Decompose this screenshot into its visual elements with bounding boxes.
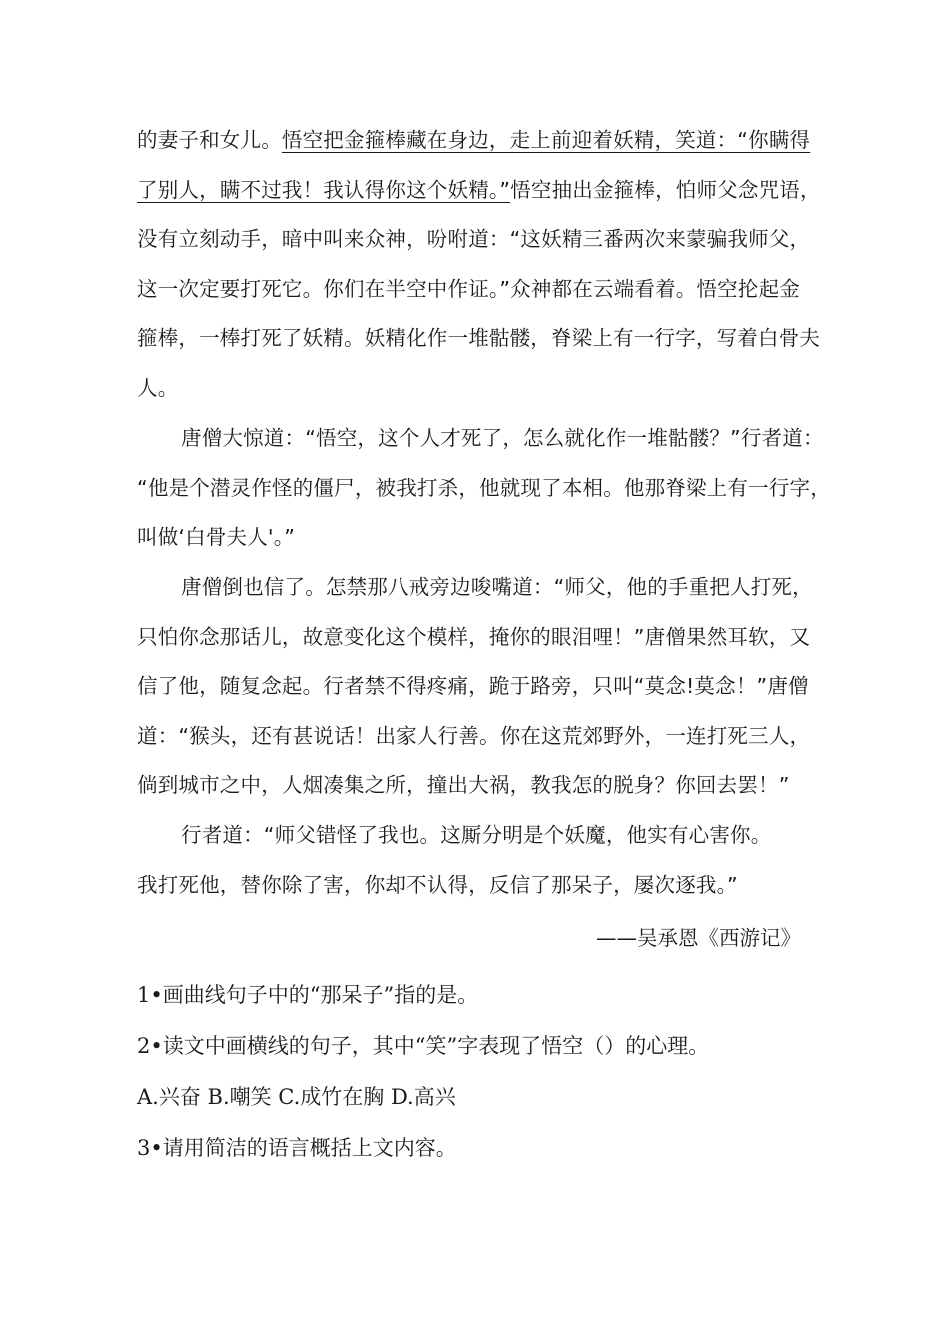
paragraph-line: 唐僧倒也信了。怎禁那八戒旁边唆嘴道：“师父，他的手重把人打死， (181, 575, 813, 599)
paragraph-line: 唐僧大惊道：“悟空，这个人才死了，怎么就化作一堆骷髅？”行者道： (181, 426, 824, 450)
paragraph-line: 人。 (137, 375, 179, 400)
paragraph-line (137, 166, 827, 216)
paragraph-line: 只怕你念那话儿，故意变化这个模样，掩你的眼泪哩！”唐僧果然耳软，又 (137, 624, 811, 649)
paragraph-3 (137, 563, 827, 811)
question-3: 3•请用简洁的语言概括上文内容。 (137, 1136, 457, 1160)
paragraph-line: 箍棒，一棒打死了妖精。妖精化作一堆骷髅，脊梁上有一行字，写着白骨夫 (137, 326, 821, 350)
paragraph-line: 道：“猴头，还有甚说话！出家人行善。你在这荒郊野外，一连打死三人， (137, 723, 811, 748)
paragraph-1 (137, 116, 827, 413)
paragraph-line: “他是个潜灵作怪的僵尸，被我打杀，他就现了本相。他那脊梁上有一行字， (137, 475, 831, 500)
plain-text: 悟空抽出金箍棒，怕师父念咒语， (510, 177, 821, 202)
question-2: 2•读文中画横线的句子，其中“笑”字表现了悟空（）的心理。 (137, 1034, 710, 1058)
paragraph-line: 没有立刻动手，暗中叫来众神，吩咐道：“这妖精三番两次来蒙骗我师父， (137, 227, 811, 251)
paragraph-4 (137, 811, 827, 910)
paragraph-2 (137, 414, 831, 563)
question-2-options: A.兴奋 B.嘲笑 C.成竹在胸 D.高兴 (137, 1085, 456, 1109)
paragraph-line: 这一次定要打死它。你们在半空中作证。”众神都在云端看着。悟空抡起金 (137, 276, 800, 301)
question-1: 1•画曲线句子中的“那呆子”指的是。 (137, 983, 479, 1007)
plain-text: 的妻子和女儿。 (137, 128, 282, 152)
paragraph-line: 我打死他，替你除了害，你却不认得，反信了那呆子，屡次逐我。” (137, 872, 738, 897)
source-attribution: ——吴承恩《西游记》 (596, 926, 801, 950)
paragraph-line: 信了他，随复念起。行者禁不得疼痛，跪于路旁，只叫“莫念!莫念！”唐僧 (137, 674, 809, 698)
paragraph-line: 行者道：“师父错怪了我也。这厮分明是个妖魔，他实有心害你。 (181, 823, 772, 847)
paragraph-line (137, 116, 827, 166)
paragraph-line: 倘到城市之中，人烟凑集之所，撞出大祸，教我怎的脱身？你回去罢！” (137, 773, 790, 797)
underlined-sentence: 了别人，瞒不过我！我认得你这个妖精。” (137, 177, 511, 202)
underlined-sentence: 悟空把金箍棒藏在身边，走上前迎着妖精，笑道：“你瞒得 (281, 128, 811, 152)
paragraph-line: 叫做‘白骨夫人'。” (137, 525, 296, 549)
